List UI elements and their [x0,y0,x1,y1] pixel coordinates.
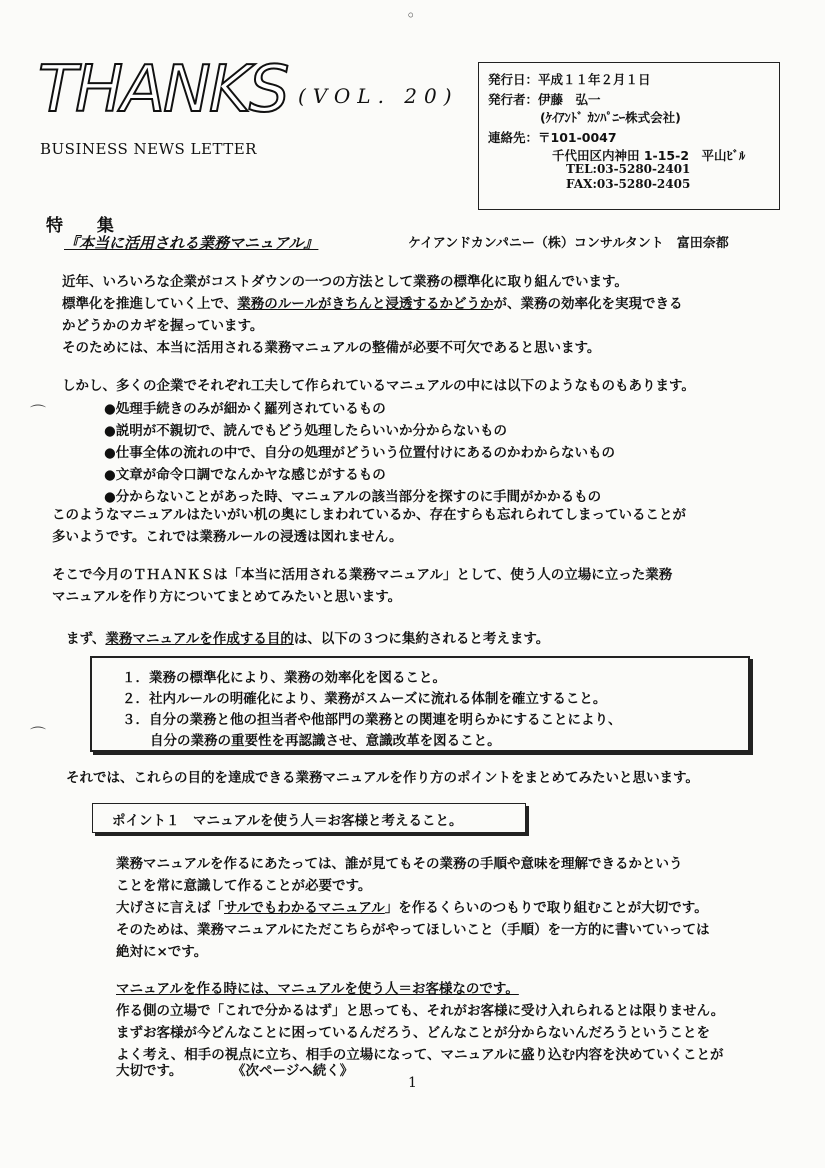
feature-label: 特 集 [46,216,128,236]
contact-address: 千代田区内神田 1-15-2 平山ﾋﾞﾙ [552,148,746,163]
continued-note: 《次ページへ続く》 [232,1063,354,1079]
binding-mark: ⌒ [30,403,47,422]
point1-paragraph: ことを常に意識して作ることが必要です。 [116,878,372,894]
point1-paragraph: まずお客様が今どんなことに困っているんだろう、どんなことが分からないんだろうということを [116,1025,710,1041]
problems-after: 多いようです。これでは業務ルールの浸透は図れません。 [52,529,403,545]
point1-emphasis-line: マニュアルを作る時には、マニュアルを使う人＝お客様なのです。 [116,981,519,997]
issue-date: 発行日：平成１１年２月１日 [488,72,651,87]
purpose-item: ３．自分の業務と他の担当者や他部門の業務との関連を明らかにすることにより、 [122,712,622,728]
purpose-item: ２．社内ルールの明確化により、業務がスムーズに流れる体制を確立すること。 [122,691,607,707]
intro-text: が、業務の効率化を実現できる [493,296,683,312]
point1-emphasis: サルでもわかるマニュアル [224,900,385,916]
feature-title: 『本当に活用される業務マニュアル』 [64,234,319,252]
point1-paragraph: 業務マニュアルを作るにあたっては、誰が見てもその業務の手順や意味を理解できるかという [116,856,683,872]
contact-fax: FAX:03-5280-2405 [566,177,691,191]
feature-author: ケイアンドカンパニー（株）コンサルタント 富田奈都 [408,236,729,251]
purpose-lead [66,627,549,647]
problem-item: ●仕事全体の流れの中で、自分の処理がどういう位置付けにあるのかわからないもの [104,445,616,461]
intro-line: かどうかのカギを握っています。 [62,318,264,334]
scan-mark: ◦ [406,6,416,25]
contact-postal: 連絡先：〒101-0047 [488,130,617,145]
point1-paragraph: 絶対に×です。 [116,944,208,960]
contact-tel: TEL:03-5280-2401 [566,162,691,176]
problem-item: ●文章が命令口調でなんかヤな感じがするもの [104,467,386,483]
intro-line: 近年、いろいろな企業がコストダウンの一つの方法として業務の標準化に取り組んでいます。 [62,274,628,290]
purpose-item-continued: 自分の業務の重要性を再認識させ、意識改革を図ること。 [150,733,501,749]
point1-text: 大げさに言えば「 [116,900,224,916]
purpose-after: それでは、これらの目的を達成できる業務マニュアルを作り方のポイントをまとめてみたいと思います。 [66,770,699,786]
problems-lead: しかし、多くの企業でそれぞれ工夫して作られているマニュアルの中には以下のようなものもあります。 [62,378,695,394]
thismonth-line: そこで今月のＴＨＡＮＫＳは「本当に活用される業務マニュアル」として、使う人の立場に立った業務 [52,567,673,583]
purpose-emphasis: 業務マニュアルを作成する目的 [105,631,294,647]
problem-item: ●説明が不親切で、読んでもどう処理したらいいか分からないもの [104,423,508,439]
publisher-company: (ｹｲｱﾝﾄﾞ ｶﾝﾊﾟﾆｰ株式会社) [540,110,681,125]
intro-line: そのためには、本当に活用される業務マニュアルの整備が必要不可欠であると思います。 [62,340,601,356]
point1-paragraph: そのためは、業務マニュアルにただこちらがやってほしいこと（手順）を一方的に書いていっては [116,922,710,938]
purpose-text: は、以下の３つに集約されると考えます。 [293,631,550,647]
problem-item: ●分からないことがあった時、マニュアルの該当部分を探すのに手間がかかるもの [104,489,602,505]
page-number: 1 [408,1075,417,1091]
point1-paragraph: 作る側の立場で「これで分かるはず」と思っても、それがお客様に受け入れられるとは限りません。 [116,1003,725,1019]
newsletter-logo: THANKS [38,53,288,127]
publisher: 発行者：伊藤 弘一 [488,92,601,107]
point1-paragraph: よく考え、相手の視点に立ち、相手の立場になって、マニュアルに盛り込む内容を決めていくことが [116,1047,724,1063]
point1-paragraph [116,896,708,916]
intro-emphasis: 業務のルールがきちんと浸透するかどうか [237,296,494,312]
problems-after: このようなマニュアルはたいがい机の奥にしまわれているか、存在すらも忘れられてしまっていることが [52,507,686,523]
intro-line [62,292,682,312]
purpose-item: １．業務の標準化により、業務の効率化を図ること。 [122,670,446,686]
point1-title: ポイント１ マニュアルを使う人＝お客様と考えること。 [112,813,463,829]
newsletter-subtitle: BUSINESS NEWS LETTER [40,140,257,158]
purpose-text: まず、 [66,631,106,647]
intro-text: 標準化を推進していく上で、 [62,296,238,312]
point1-paragraph: 大切です。 [116,1063,183,1079]
problem-item: ●処理手続きのみが細かく羅列されているもの [104,401,386,417]
volume-number: (VOL. 20) [298,84,459,108]
thismonth-line: マニュアルを作り方についてまとめてみたいと思います。 [52,589,402,605]
point1-text: 」を作るくらいのつもりで取り組むことが大切です。 [384,900,708,916]
binding-mark: ⌒ [30,725,47,744]
